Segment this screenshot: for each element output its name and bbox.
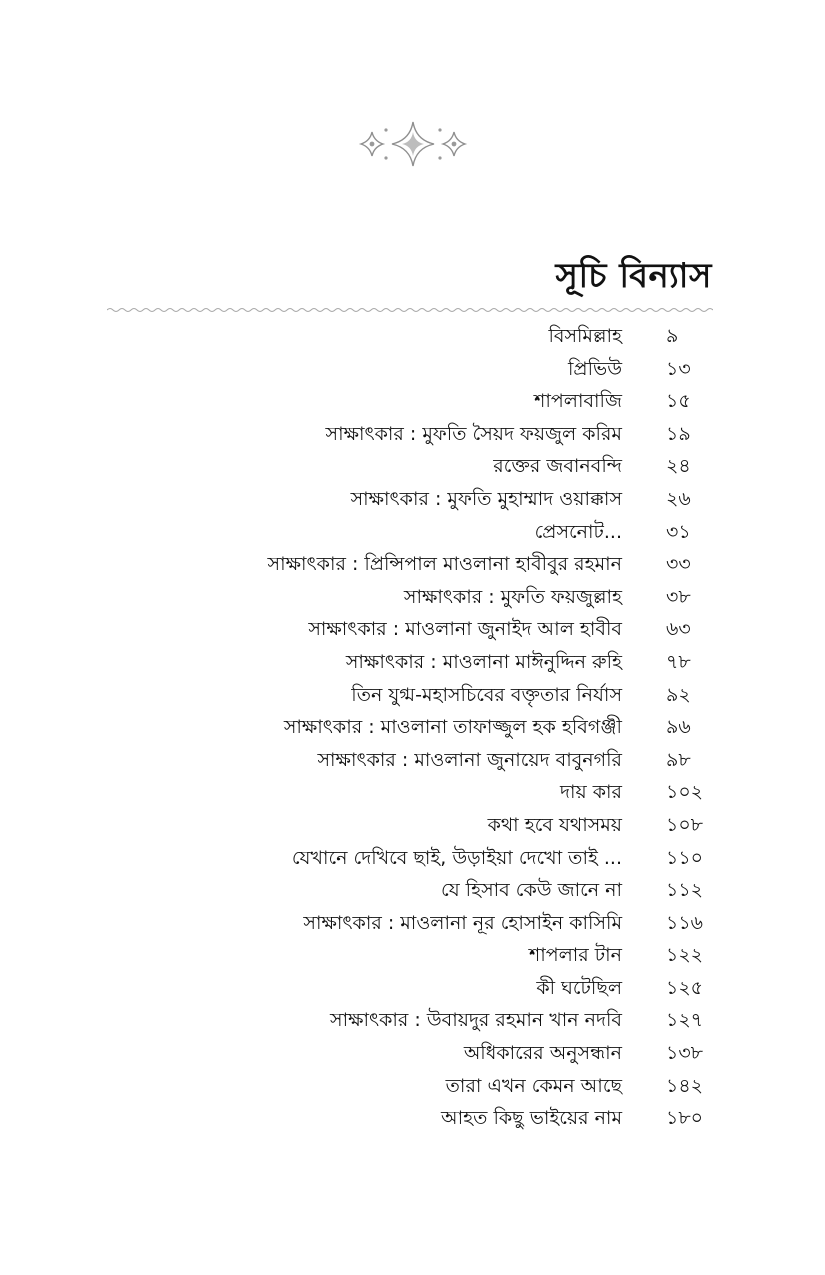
toc-entry-title: সাক্ষাৎকার : মাওলানা মাঈনুদ্দিন রুহি [345,650,622,673]
toc-entry [0,1102,825,1135]
toc-entry-title: আহত কিছু ভাইয়ের নাম [441,1107,622,1130]
toc-entry [0,613,825,646]
toc-entry-title: সাক্ষাৎকার : মাওলানা জুনাইদ আল হাবীব [308,618,622,641]
toc-entry-title: কী ঘটেছিল [536,976,622,999]
table-of-contents [0,320,825,1135]
toc-entry-page: ২৪ [666,455,691,478]
toc-entry-title: দায় কার [560,781,622,804]
toc-entry [0,353,825,386]
toc-entry-title: সাক্ষাৎকার : মাওলানা নূর হোসাইন কাসিমি [303,911,622,934]
toc-entry-page: ১৮০ [666,1107,704,1130]
toc-entry-title: যে হিসাব কেউ জানে না [440,879,622,902]
toc-entry [0,874,825,907]
ornament-stars-icon [358,118,468,170]
toc-entry-title: সাক্ষাৎকার : মুফতি মুহাম্মাদ ওয়াক্কাস [350,487,622,510]
toc-entry-page: ৩১ [666,520,691,543]
toc-entry-title: সাক্ষাৎকার : প্রিন্সিপাল মাওলানা হাবীবুর রহমান [267,553,622,576]
toc-entry-page: ২৬ [666,487,691,510]
toc-entry [0,907,825,940]
toc-entry-page: ১২৭ [666,1009,704,1032]
toc-entry-page: ১২৫ [666,976,704,999]
toc-entry [0,646,825,679]
toc-entry-page: ৬৩ [666,618,691,641]
toc-entry [0,776,825,809]
toc-entry-title: সাক্ষাৎকার : মাওলানা জুনায়েদ বাবুনগরি [317,748,622,771]
toc-entry-title: রক্তের জবানবন্দি [493,455,622,478]
toc-entry [0,548,825,581]
toc-entry [0,842,825,875]
toc-entry [0,972,825,1005]
toc-entry-title: সাক্ষাৎকার : মুফতি ফয়জুল্লাহ [403,585,622,608]
toc-entry-page: ১০২ [666,781,704,804]
toc-entry-title: যেখানে দেখিবে ছাই, উড়াইয়া দেখো তাই ... [291,846,622,869]
toc-entry-page: ৯২ [666,683,691,706]
toc-entry-title: বিসমিল্লাহ [548,325,622,347]
toc-entry-page: ১৫ [666,390,691,413]
toc-entry-title: কথা হবে যথাসময় [487,813,622,836]
toc-entry-title: প্রিভিউ [567,357,622,380]
toc-entry [0,320,825,353]
toc-entry-page: ৭৮ [666,650,691,673]
toc-entry-page: ৩৮ [666,585,691,608]
toc-entry [0,809,825,842]
toc-entry-title: সাক্ষাৎকার : মাওলানা তাফাজ্জুল হক হবিগঞ্জী [283,716,622,739]
wavy-divider [107,300,713,310]
toc-entry-title: শাপলাবাজি [534,390,622,413]
page-title: সূচি বিন্যাস [555,256,712,296]
toc-entry-page: ১৯ [666,422,691,445]
toc-entry-title: তারা এখন কেমন আছে [445,1074,622,1097]
toc-entry-page: ৯৬ [666,716,691,739]
toc-entry [0,516,825,549]
toc-entry-page: ১১২ [666,879,704,902]
toc-entry [0,581,825,614]
toc-entry-title: শাপলার টান [528,944,622,967]
toc-entry-page: ৯৮ [666,748,691,771]
toc-entry [0,385,825,418]
toc-entry [0,1004,825,1037]
toc-entry-page: ১৩৮ [666,1042,704,1065]
toc-entry-title: সাক্ষাৎকার : মুফতি সৈয়দ ফয়জুল করিম [325,422,622,445]
toc-entry [0,418,825,451]
toc-entry [0,1070,825,1103]
toc-entry-page: ১২২ [666,944,704,967]
toc-entry [0,450,825,483]
toc-entry [0,939,825,972]
toc-entry [0,483,825,516]
toc-entry [0,679,825,712]
toc-entry-title: সাক্ষাৎকার : উবায়দুর রহমান খান নদবি [330,1009,622,1032]
toc-entry-title: তিন যুগ্ম-মহাসচিবের বক্তৃতার নির্যাস [351,683,622,706]
toc-entry [0,711,825,744]
toc-entry-title: প্রেসনোট... [534,520,622,543]
toc-entry [0,1037,825,1070]
toc-entry-page: ১৪২ [666,1074,704,1097]
toc-entry-title: অধিকারের অনুসন্ধান [463,1042,622,1065]
toc-entry [0,744,825,777]
toc-entry-page: ১১০ [666,846,704,869]
toc-entry-page: ১১৬ [666,911,704,934]
toc-entry-page: ১৩ [666,357,691,380]
toc-entry-page: ৩৩ [666,553,691,576]
toc-entry-page: ১০৮ [666,813,704,836]
toc-entry-page: ৯ [666,325,679,347]
